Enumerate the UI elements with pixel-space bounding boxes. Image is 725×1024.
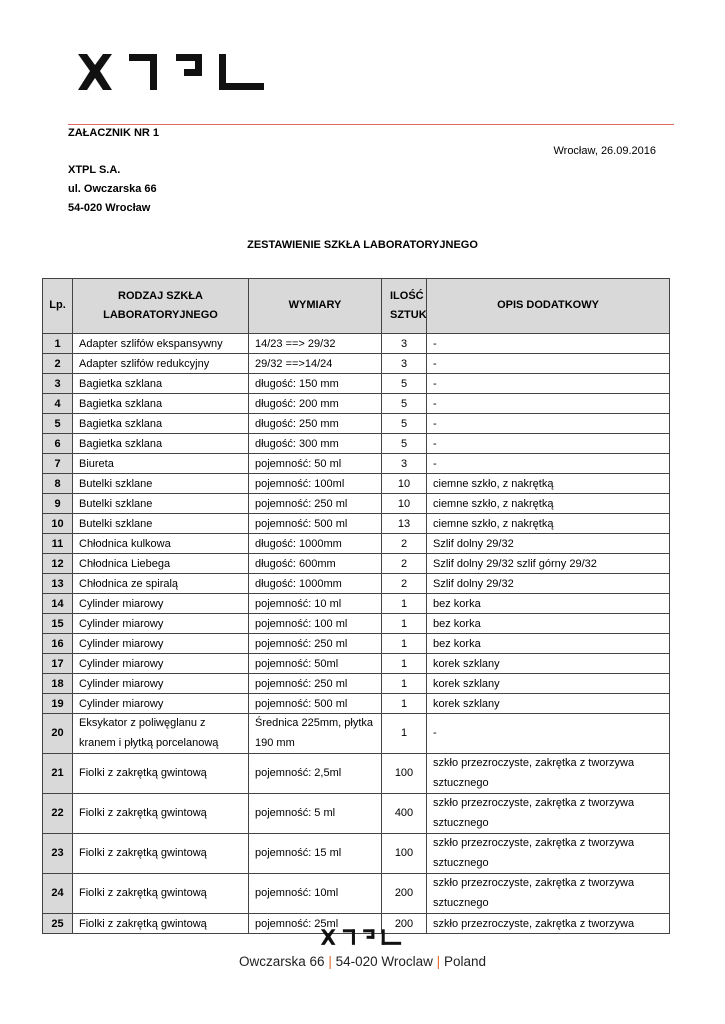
- table-row: [43, 374, 670, 394]
- description-cell: szkło przezroczyste, zakrętka z tworzywa sztucznego: [427, 874, 670, 914]
- table-row: [43, 454, 670, 474]
- company-city: 54-020 Wrocław: [68, 202, 151, 214]
- table-row: [43, 414, 670, 434]
- glass-type-cell: Butelki szklane: [73, 494, 249, 514]
- table-row: [43, 794, 670, 834]
- glass-type-cell: Bagietka szklana: [73, 374, 249, 394]
- quantity-cell: 1: [382, 674, 427, 694]
- company-name: XTPL S.A.: [68, 164, 121, 176]
- footer-address: [0, 954, 725, 969]
- row-number: 15: [43, 614, 73, 634]
- quantity-cell: 1: [382, 654, 427, 674]
- table-row: [43, 494, 670, 514]
- row-number: 10: [43, 514, 73, 534]
- row-number: 22: [43, 794, 73, 834]
- dimensions-cell: pojemność: 10 ml: [249, 594, 382, 614]
- description-cell: Szlif dolny 29/32: [427, 574, 670, 594]
- glass-type-cell: Chłodnica kulkowa: [73, 534, 249, 554]
- table-row: [43, 754, 670, 794]
- table-header-row: [43, 279, 670, 334]
- quantity-cell: 5: [382, 374, 427, 394]
- dimensions-cell: pojemność: 5 ml: [249, 794, 382, 834]
- glass-type-cell: Cylinder miarowy: [73, 614, 249, 634]
- row-number: 1: [43, 334, 73, 354]
- glass-type-cell: Fiolki z zakrętką gwintową: [73, 914, 249, 934]
- col-header-lp: Lp.: [43, 279, 73, 334]
- annex-label: ZAŁACZNIK NR 1: [68, 127, 160, 139]
- dimensions-cell: długość: 150 mm: [249, 374, 382, 394]
- description-cell: -: [427, 394, 670, 414]
- quantity-cell: 2: [382, 534, 427, 554]
- row-number: 14: [43, 594, 73, 614]
- row-number: 2: [43, 354, 73, 374]
- dimensions-cell: pojemność: 250 ml: [249, 634, 382, 654]
- row-number: 9: [43, 494, 73, 514]
- description-cell: -: [427, 454, 670, 474]
- date-line: Wrocław, 26.09.2016: [553, 145, 656, 157]
- glassware-table: [42, 278, 670, 934]
- xtpl-logo: [76, 54, 266, 92]
- row-number: 13: [43, 574, 73, 594]
- table-row: [43, 834, 670, 874]
- table-row: [43, 394, 670, 414]
- quantity-cell: 1: [382, 634, 427, 654]
- quantity-cell: 1: [382, 594, 427, 614]
- quantity-cell: 1: [382, 614, 427, 634]
- footer-separator: |: [436, 954, 441, 969]
- table-row: [43, 714, 670, 754]
- glass-type-cell: Fiolki z zakrętką gwintową: [73, 754, 249, 794]
- table-row: [43, 534, 670, 554]
- table-body: [43, 334, 670, 934]
- glass-type-cell: Bagietka szklana: [73, 394, 249, 414]
- dimensions-cell: pojemność: 15 ml: [249, 834, 382, 874]
- quantity-cell: 1: [382, 694, 427, 714]
- dimensions-cell: pojemność: 250 ml: [249, 674, 382, 694]
- quantity-cell: 200: [382, 874, 427, 914]
- table-row: [43, 334, 670, 354]
- glass-type-cell: Chłodnica ze spiralą: [73, 574, 249, 594]
- footer-country: Poland: [443, 954, 486, 969]
- row-number: 8: [43, 474, 73, 494]
- description-cell: -: [427, 414, 670, 434]
- glass-type-cell: Cylinder miarowy: [73, 674, 249, 694]
- dimensions-cell: długość: 250 mm: [249, 414, 382, 434]
- description-cell: -: [427, 334, 670, 354]
- quantity-cell: 200: [382, 914, 427, 934]
- glass-type-cell: Cylinder miarowy: [73, 654, 249, 674]
- row-number: 24: [43, 874, 73, 914]
- col-header-qty: ILOŚĆ SZTUK: [382, 279, 427, 334]
- quantity-cell: 100: [382, 754, 427, 794]
- dimensions-cell: długość: 300 mm: [249, 434, 382, 454]
- row-number: 18: [43, 674, 73, 694]
- quantity-cell: 400: [382, 794, 427, 834]
- table-row: [43, 634, 670, 654]
- description-cell: -: [427, 714, 670, 754]
- glass-type-cell: Butelki szklane: [73, 514, 249, 534]
- glass-type-cell: Adapter szlifów redukcyjny: [73, 354, 249, 374]
- table-row: [43, 554, 670, 574]
- row-number: 7: [43, 454, 73, 474]
- table-row: [43, 694, 670, 714]
- dimensions-cell: Średnica 225mm, płytka 190 mm: [249, 714, 382, 754]
- quantity-cell: 2: [382, 554, 427, 574]
- table-row: [43, 594, 670, 614]
- quantity-cell: 5: [382, 434, 427, 454]
- quantity-cell: 5: [382, 414, 427, 434]
- table-row: [43, 514, 670, 534]
- description-cell: bez korka: [427, 614, 670, 634]
- description-cell: -: [427, 374, 670, 394]
- glass-type-cell: Chłodnica Liebega: [73, 554, 249, 574]
- row-number: 21: [43, 754, 73, 794]
- table-row: [43, 674, 670, 694]
- row-number: 20: [43, 714, 73, 754]
- row-number: 16: [43, 634, 73, 654]
- dimensions-cell: długość: 1000mm: [249, 534, 382, 554]
- xtpl-footer-logo: [320, 929, 402, 946]
- description-cell: ciemne szkło, z nakrętką: [427, 494, 670, 514]
- description-cell: szkło przezroczyste, zakrętka z tworzywa sztucznego: [427, 794, 670, 834]
- quantity-cell: 13: [382, 514, 427, 534]
- quantity-cell: 2: [382, 574, 427, 594]
- col-header-desc: OPIS DODATKOWY: [427, 279, 670, 334]
- quantity-cell: 10: [382, 494, 427, 514]
- company-street: ul. Owczarska 66: [68, 183, 157, 195]
- dimensions-cell: długość: 600mm: [249, 554, 382, 574]
- row-number: 3: [43, 374, 73, 394]
- description-cell: szkło przezroczyste, zakrętka z tworzywa sztucznego: [427, 754, 670, 794]
- dimensions-cell: długość: 1000mm: [249, 574, 382, 594]
- quantity-cell: 10: [382, 474, 427, 494]
- row-number: 17: [43, 654, 73, 674]
- dimensions-cell: długość: 200 mm: [249, 394, 382, 414]
- dimensions-cell: pojemność: 500 ml: [249, 514, 382, 534]
- row-number: 23: [43, 834, 73, 874]
- dimensions-cell: pojemność: 2,5ml: [249, 754, 382, 794]
- dimensions-cell: pojemność: 50ml: [249, 654, 382, 674]
- description-cell: ciemne szkło, z nakrętką: [427, 474, 670, 494]
- glass-type-cell: Fiolki z zakrętką gwintową: [73, 794, 249, 834]
- dimensions-cell: 29/32 ==>14/24: [249, 354, 382, 374]
- glass-type-cell: Cylinder miarowy: [73, 634, 249, 654]
- quantity-cell: 100: [382, 834, 427, 874]
- row-number: 5: [43, 414, 73, 434]
- row-number: 4: [43, 394, 73, 414]
- quantity-cell: 5: [382, 394, 427, 414]
- glass-type-cell: Biureta: [73, 454, 249, 474]
- glass-type-cell: Cylinder miarowy: [73, 694, 249, 714]
- table-row: [43, 574, 670, 594]
- dimensions-cell: pojemność: 100ml: [249, 474, 382, 494]
- description-cell: -: [427, 434, 670, 454]
- table-row: [43, 474, 670, 494]
- description-cell: korek szklany: [427, 694, 670, 714]
- dimensions-cell: 14/23 ==> 29/32: [249, 334, 382, 354]
- description-cell: -: [427, 354, 670, 374]
- dimensions-cell: pojemność: 50 ml: [249, 454, 382, 474]
- table-row: [43, 874, 670, 914]
- header-rule: [68, 124, 674, 125]
- row-number: 11: [43, 534, 73, 554]
- description-cell: szkło przezroczyste, zakrętka z tworzywa sztucznego: [427, 834, 670, 874]
- glass-type-cell: Butelki szklane: [73, 474, 249, 494]
- row-number: 25: [43, 914, 73, 934]
- glass-type-cell: Bagietka szklana: [73, 414, 249, 434]
- glass-type-cell: Fiolki z zakrętką gwintową: [73, 874, 249, 914]
- description-cell: ciemne szkło, z nakrętką: [427, 514, 670, 534]
- dimensions-cell: pojemność: 25ml: [249, 914, 382, 934]
- footer-separator: |: [328, 954, 332, 969]
- table-row: [43, 654, 670, 674]
- dimensions-cell: pojemność: 250 ml: [249, 494, 382, 514]
- glass-type-cell: Fiolki z zakrętką gwintową: [73, 834, 249, 874]
- dimensions-cell: pojemność: 100 ml: [249, 614, 382, 634]
- quantity-cell: 3: [382, 334, 427, 354]
- description-cell: bez korka: [427, 594, 670, 614]
- description-cell: Szlif dolny 29/32 szlif górny 29/32: [427, 554, 670, 574]
- description-cell: korek szklany: [427, 654, 670, 674]
- description-cell: korek szklany: [427, 674, 670, 694]
- description-cell: Szlif dolny 29/32: [427, 534, 670, 554]
- dimensions-cell: pojemność: 500 ml: [249, 694, 382, 714]
- quantity-cell: 3: [382, 454, 427, 474]
- dimensions-cell: pojemność: 10ml: [249, 874, 382, 914]
- document-title: ZESTAWIENIE SZKŁA LABORATORYJNEGO: [247, 239, 478, 251]
- footer-postal: 54-020 Wroclaw: [335, 954, 433, 969]
- description-cell: bez korka: [427, 634, 670, 654]
- table-row: [43, 614, 670, 634]
- col-header-kind: RODZAJ SZKŁA LABORATORYJNEGO: [73, 279, 249, 334]
- row-number: 12: [43, 554, 73, 574]
- row-number: 6: [43, 434, 73, 454]
- glass-type-cell: Eksykator z poliwęglanu z kranem i płytką porcelanową: [73, 714, 249, 754]
- glass-type-cell: Cylinder miarowy: [73, 594, 249, 614]
- description-cell: szkło przezroczyste, zakrętka z tworzywa: [427, 914, 670, 934]
- table-row: [43, 434, 670, 454]
- quantity-cell: 3: [382, 354, 427, 374]
- glass-type-cell: Adapter szlifów ekspansywny: [73, 334, 249, 354]
- row-number: 19: [43, 694, 73, 714]
- table-row: [43, 354, 670, 374]
- glass-type-cell: Bagietka szklana: [73, 434, 249, 454]
- quantity-cell: 1: [382, 714, 427, 754]
- footer-street: Owczarska 66: [239, 954, 325, 969]
- col-header-dims: WYMIARY: [249, 279, 382, 334]
